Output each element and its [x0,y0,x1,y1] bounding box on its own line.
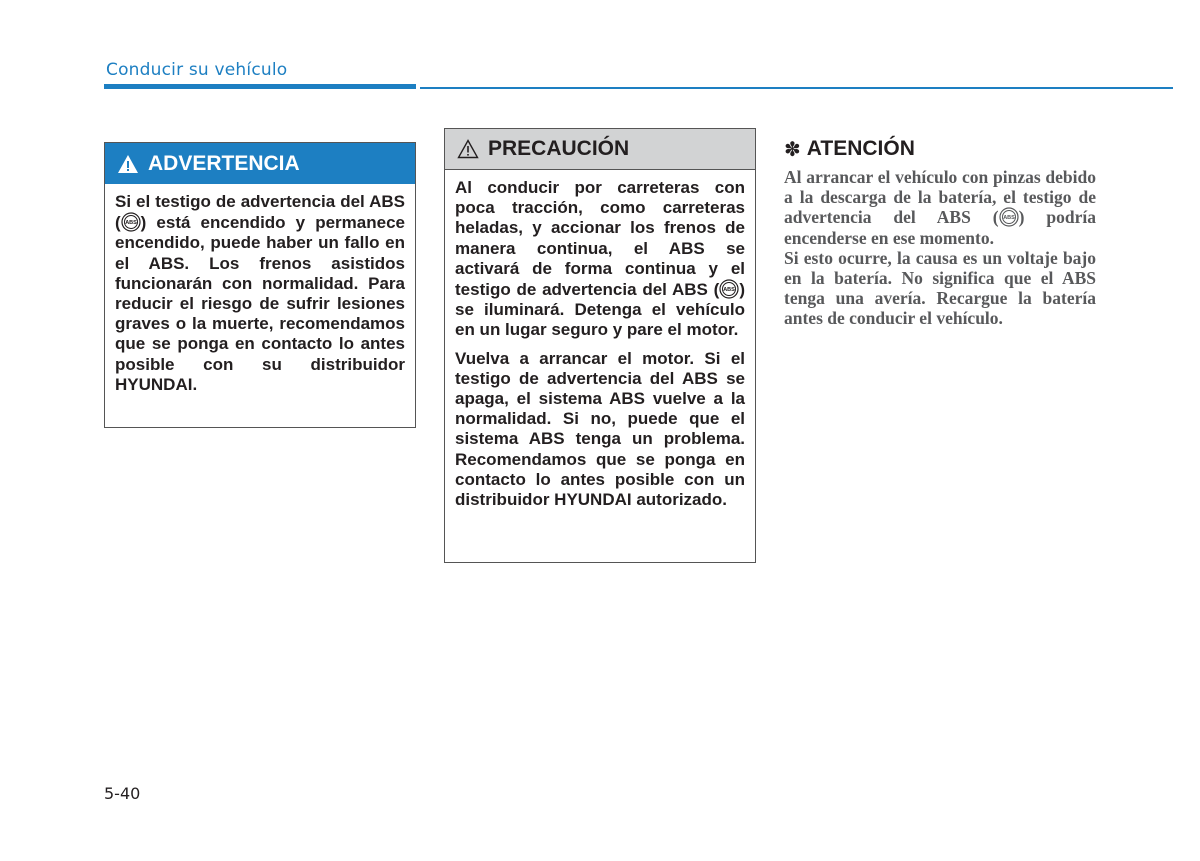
warning-text-end: ) está encendido y permanece encendido, puede haber un fallo en el ABS. Los frenos asistidos funcionarán con normalidad. Para reducir el riesgo de sufrir lesiones graves o la muerte, recomendamos que se ponga en contacto lo antes posible con su distribuidor HYUNDAI. [115,213,405,394]
attention-text-start: Al arrancar el vehículo con pinzas debido a la descarga de la batería, el testigo de advertencia del ABS ( [784,167,1096,228]
warning-text-start: Si el testigo de advertencia del ABS ( [115,192,405,233]
abs-icon-label: ABS [124,220,137,227]
warning-paragraph [115,192,405,395]
asterisk-icon: ✽ [784,137,801,161]
attention-paragraph-2: Si esto ocurre, la causa es un voltaje bajo en la batería. No significa que el ABS tenga una avería. Recargue la batería antes de conducir el vehículo. [784,247,1096,329]
abs-warning-light-icon [999,207,1019,227]
section-title: Conducir su vehículo [106,60,288,80]
attention-header [784,137,1096,161]
attention-text-end: ) podría encenderse en ese momento. [784,207,1096,248]
warning-header [105,143,415,184]
abs-warning-light-icon [719,279,739,299]
caution-box [444,128,756,563]
caution-paragraph-2: Vuelva a arrancar el motor. Si el testigo de advertencia del ABS se apaga, el sistema ABS vuelve a la normalidad. Si no, puede que el sistema ABS tenga un problema. Recomendamos que se ponga en contacto lo antes posible con un distribuidor HYUNDAI autorizado. [455,348,745,510]
header-rule-thick [104,84,416,89]
attention-paragraph-1 [784,167,1096,248]
caution-header [445,129,755,170]
attention-title: ATENCIÓN [806,137,915,160]
warning-title: ADVERTENCIA [148,151,300,175]
header-rule-thin [420,87,1173,89]
caution-paragraph-1 [455,178,745,341]
abs-icon-label: ABS [1002,215,1015,222]
warning-body [105,184,415,395]
abs-icon-label: ABS [723,287,736,294]
page-number: 5-40 [104,784,141,803]
caution-title: PRECAUCIÓN [488,137,630,160]
warning-triangle-icon [117,154,139,174]
caution-text-start: Al conducir por carreteras con poca tracción, como carreteras heladas, y accionar los frenos de manera continua, el ABS se activará de forma continua y el testigo de advertencia del ABS ( [455,178,745,300]
abs-warning-light-icon [121,212,141,232]
attention-note [784,137,1096,329]
caution-triangle-icon [457,139,479,159]
warning-box [104,142,416,428]
caution-text-end: ) se iluminará. Detenga el vehículo en un lugar seguro y pare el motor. [455,280,745,340]
caution-body [445,170,755,510]
